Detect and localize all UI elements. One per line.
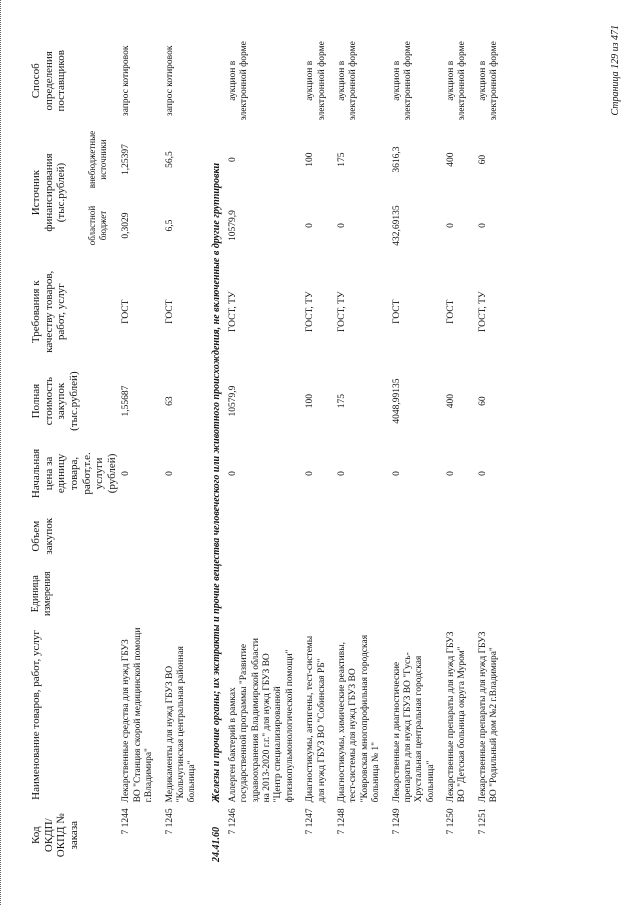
cell-method: аукцион в электронной форме <box>477 41 500 121</box>
table-row <box>227 35 304 865</box>
cell-price: 0 <box>121 471 132 476</box>
row-number: 1248 <box>336 808 347 828</box>
cell-code <box>164 805 207 865</box>
cell-unit <box>227 563 304 625</box>
cell-extra: 3616,3 <box>391 146 402 173</box>
cell-extra: 0 <box>227 157 238 162</box>
cell-req: ГОСТ <box>446 299 457 324</box>
row-prefix: 7 <box>446 829 457 835</box>
cell-name: Диагностикумы, антигены, тест-системы для нужд ГБУЗ ВО "Собинская РБ" <box>305 635 327 803</box>
cell-method: запрос котировок <box>164 45 175 117</box>
header-volume: Объем закупок <box>30 517 55 555</box>
cell-volume <box>477 510 509 563</box>
cell-method: аукцион в электронной форме <box>227 41 250 121</box>
row-number: 1246 <box>227 808 238 828</box>
header-initial-price: Начальная цена за единицу товара, работ,т.е. услуги (рублей) <box>30 448 118 499</box>
table-row <box>120 35 163 865</box>
group-code: 24.41.60 <box>210 827 222 862</box>
cell-unit <box>391 563 446 625</box>
row-prefix: 7 <box>227 829 238 835</box>
row-prefix: 7 <box>305 829 316 835</box>
cell-total: 400 <box>446 393 457 409</box>
cell-extra: 60 <box>477 154 488 165</box>
group-section <box>207 35 227 865</box>
cell-name: Лекарственные и диагностические препараты для нужд ГБУЗ ВО "Гусь-Хрустальная центральная городская больница" <box>391 652 436 803</box>
cell-unit <box>304 563 336 625</box>
cell-code <box>336 805 391 865</box>
cell-extra: 400 <box>446 152 457 167</box>
cell-name: Медикаменты для нужд ГБУЗ ВО "Кольчугинская центральная районная больница" <box>164 646 198 803</box>
cell-req: ГОСТ, ТУ <box>336 291 347 333</box>
cell-price: 0 <box>164 471 175 476</box>
cell-regional: 0 <box>305 223 316 228</box>
cell-price: 0 <box>446 471 457 476</box>
header-name: Наименование товаров, работ, услуг <box>30 630 42 800</box>
cell-req: ГОСТ <box>121 299 132 324</box>
cell-req: ГОСТ <box>391 299 402 324</box>
cell-extra: 1,25397 <box>121 144 132 176</box>
table-row <box>445 35 477 865</box>
row-prefix: 7 <box>477 829 488 835</box>
row-prefix: 7 <box>336 829 347 835</box>
cell-req: ГОСТ <box>164 299 175 324</box>
cell-code <box>304 805 336 865</box>
header-funding-extra: внебюджетные источники <box>87 130 109 189</box>
cell-volume <box>391 510 446 563</box>
top-dotted-rule <box>0 0 1 905</box>
cell-code <box>445 805 477 865</box>
cell-regional: 0 <box>477 223 488 228</box>
cell-volume <box>120 510 163 563</box>
group-text: Железы и прочие органы; их экстракты и прочие вещества человеческого или животного происхождения, не включенные в другие группировки <box>210 162 222 803</box>
cell-req: ГОСТ, ТУ <box>305 291 316 333</box>
header-unit: Единица измерения <box>30 571 53 617</box>
cell-price: 0 <box>305 471 316 476</box>
cell-code <box>227 805 304 865</box>
cell-extra: 56,5 <box>164 151 175 168</box>
cell-price: 0 <box>227 471 238 476</box>
cell-total: 4048,99135 <box>391 378 402 424</box>
group-row <box>207 35 227 865</box>
cell-total: 100 <box>305 393 316 409</box>
cell-regional: 0 <box>336 223 347 228</box>
row-number: 1247 <box>305 808 316 828</box>
cell-volume <box>445 510 477 563</box>
table-row <box>477 35 509 865</box>
row-number: 1251 <box>477 808 488 828</box>
cell-total: 1,55687 <box>121 385 132 417</box>
cell-extra: 100 <box>305 152 316 167</box>
cell-total: 10579,9 <box>227 385 238 417</box>
cell-name: Аллерген бактерий в рамках государственной программы "Развитие здравоохранения Владимирской области на 2013-2020 г.г." для нужд ГБУЗ ВО "Центр специализированной фтизиопульмонологической помощи" <box>227 638 295 803</box>
cell-unit <box>164 563 207 625</box>
cell-name: Диагностикумы, химические реактивы, тест-системы для нужд ГБУЗ ВО "Ковровская многопрофильная городская больница № 1" <box>336 634 382 803</box>
cell-unit <box>477 563 509 625</box>
cell-unit <box>336 563 391 625</box>
header-row <box>28 35 85 865</box>
row-number: 1245 <box>164 808 175 828</box>
table-row <box>304 35 336 865</box>
cell-unit <box>120 563 163 625</box>
cell-name: Лекарственные препараты для нужд ГБУЗ ВО "Детская больница округа Муром" <box>446 631 468 803</box>
cell-regional: 432,69135 <box>391 205 402 246</box>
cell-volume <box>164 510 207 563</box>
cell-regional: 10579,9 <box>227 210 238 241</box>
page-footer: Страница 129 из 471 <box>610 25 621 116</box>
cell-volume <box>227 510 304 563</box>
cell-code <box>391 805 446 865</box>
cell-method: аукцион в электронной форме <box>305 41 327 121</box>
procurement-table <box>28 35 509 865</box>
row-number: 1244 <box>121 808 132 828</box>
cell-price: 0 <box>336 471 347 476</box>
cell-method: аукцион в электронной форме <box>446 41 468 121</box>
cell-method: аукцион в электронной форме <box>336 41 359 121</box>
cell-method: запрос котировок <box>121 45 132 117</box>
cell-name: Лекарственные средства для нужд ГБУЗ ВО "Станция скорой медицинской помощи г.Владимира" <box>121 627 155 803</box>
header-requirements: Требования к качеству товаров, работ, услуг <box>30 270 68 353</box>
cell-req: ГОСТ, ТУ <box>227 291 238 333</box>
cell-price: 0 <box>477 471 488 476</box>
table-row <box>336 35 391 865</box>
row-prefix: 7 <box>164 829 175 835</box>
cell-price: 0 <box>391 471 402 476</box>
bottom-rows <box>227 35 509 865</box>
header-total-cost: Полная стоимость закупок (тыс.рублей) <box>30 371 80 431</box>
row-number: 1250 <box>446 808 457 828</box>
header-method: Способ определения поставщиков <box>30 50 68 112</box>
cell-method: аукцион в электронной форме <box>391 41 413 121</box>
cell-name: Лекарственные препараты для нужд ГБУЗ ВО "Родильный дом №2 г.Владимира" <box>477 631 500 803</box>
cell-code <box>477 805 509 865</box>
table-row <box>391 35 446 865</box>
cell-volume <box>336 510 391 563</box>
header-code: Код ОКДП/ ОКПД № заказа <box>30 813 80 858</box>
cell-regional: 0 <box>446 223 457 228</box>
cell-regional: 6,5 <box>164 219 175 232</box>
row-prefix: 7 <box>391 829 402 835</box>
cell-total: 60 <box>477 396 488 406</box>
row-number: 1249 <box>391 808 402 828</box>
table-row <box>164 35 207 865</box>
cell-extra: 175 <box>336 152 347 167</box>
cell-code <box>120 805 163 865</box>
cell-volume <box>304 510 336 563</box>
cell-total: 63 <box>164 396 175 406</box>
header-funding: Источник финансирования (тыс.рублей) <box>30 153 68 232</box>
cell-unit <box>445 563 477 625</box>
cell-regional: 0,3029 <box>121 212 132 239</box>
header-funding-regional: областной бюджет <box>87 205 109 246</box>
cell-total: 175 <box>336 393 347 409</box>
cell-req: ГОСТ, ТУ <box>477 291 488 333</box>
row-prefix: 7 <box>121 829 132 835</box>
top-rows <box>120 35 206 865</box>
